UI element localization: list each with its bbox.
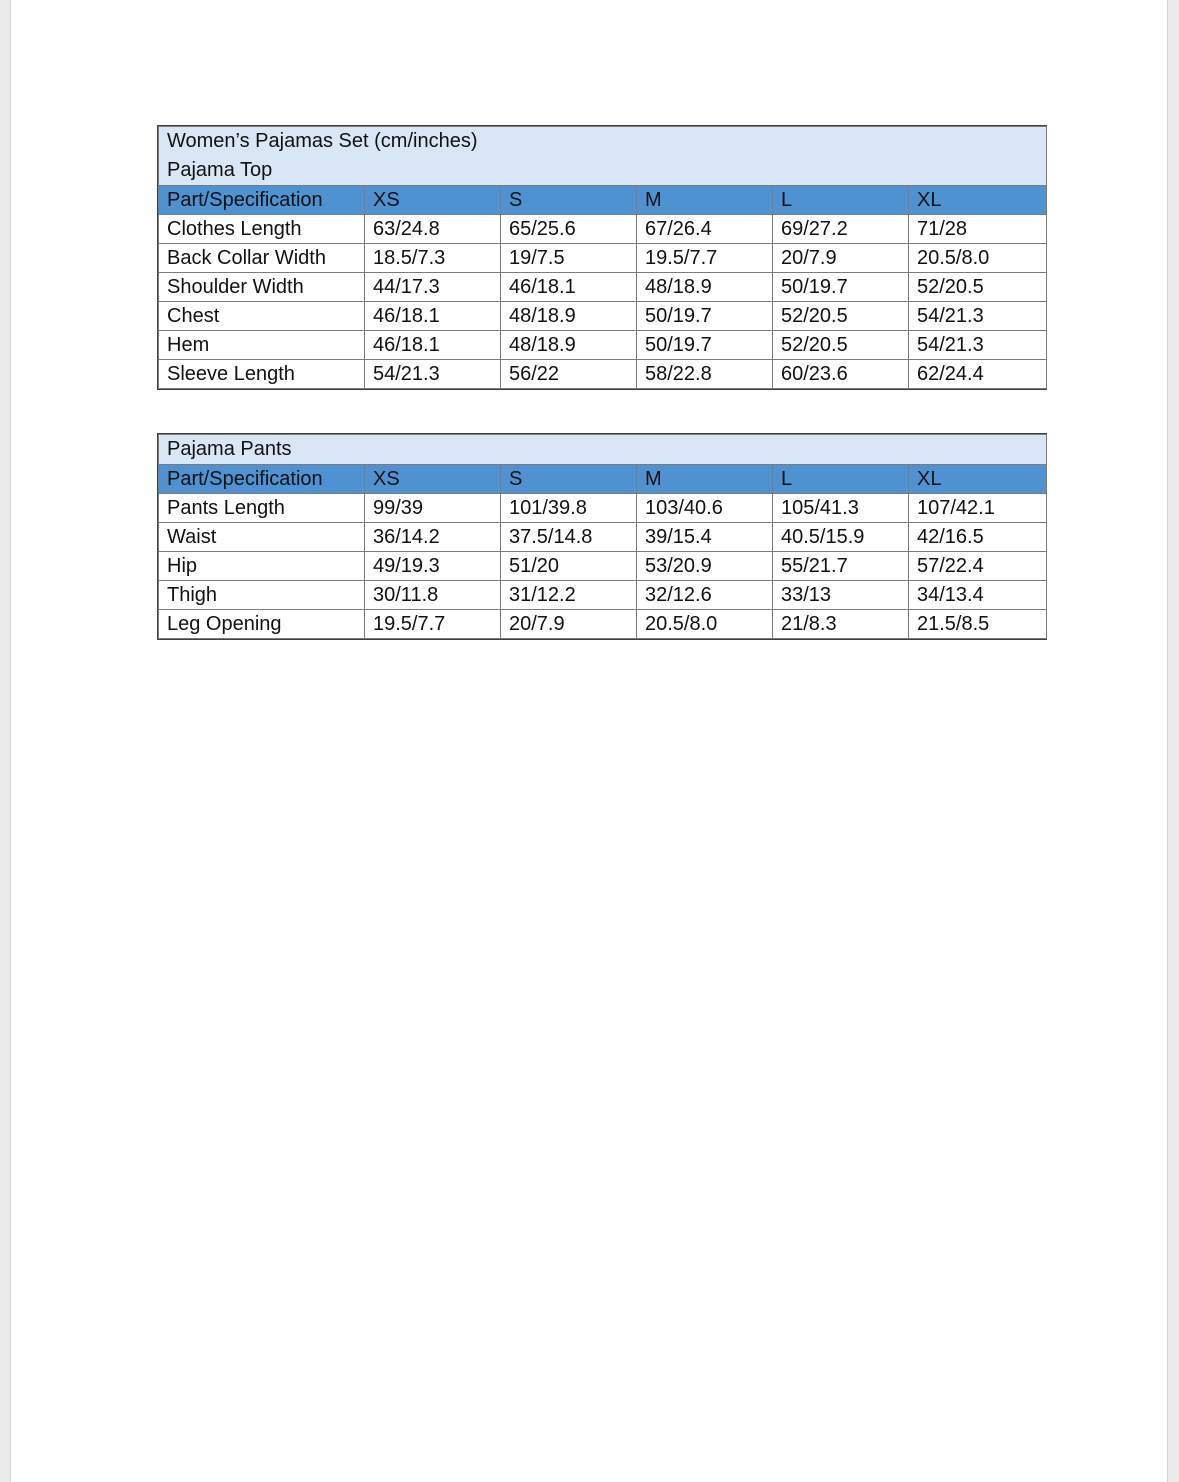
value-cell: 54/21.3	[909, 331, 1047, 360]
table-title-row	[159, 435, 1047, 465]
table-row	[159, 215, 1047, 244]
column-header-xl: XL	[909, 465, 1047, 494]
value-cell: 48/18.9	[637, 273, 773, 302]
table-row	[159, 360, 1047, 389]
value-cell: 20.5/8.0	[909, 244, 1047, 273]
value-cell: 34/13.4	[909, 581, 1047, 610]
column-header-s: S	[501, 465, 637, 494]
spec-cell: Thigh	[159, 581, 365, 610]
value-cell: 54/21.3	[909, 302, 1047, 331]
table-title-row	[159, 127, 1047, 186]
spec-cell: Back Collar Width	[159, 244, 365, 273]
table-row	[159, 610, 1047, 639]
column-header-xl: XL	[909, 186, 1047, 215]
column-header-row	[159, 186, 1047, 215]
spec-cell: Pants Length	[159, 494, 365, 523]
table-title-cell	[159, 127, 1047, 186]
value-cell: 55/21.7	[773, 552, 909, 581]
column-header-xs: XS	[365, 465, 501, 494]
table-row	[159, 494, 1047, 523]
value-cell: 50/19.7	[773, 273, 909, 302]
value-cell: 101/39.8	[501, 494, 637, 523]
spec-cell: Shoulder Width	[159, 273, 365, 302]
value-cell: 99/39	[365, 494, 501, 523]
value-cell: 51/20	[501, 552, 637, 581]
table-row	[159, 273, 1047, 302]
value-cell: 67/26.4	[637, 215, 773, 244]
table-subtitle: Pajama Top	[167, 159, 273, 181]
column-header-s: S	[501, 186, 637, 215]
pajama-top-table-container	[157, 125, 1047, 390]
value-cell: 52/20.5	[773, 302, 909, 331]
value-cell: 48/18.9	[501, 331, 637, 360]
pajama-pants-table-container	[157, 433, 1047, 640]
value-cell: 46/18.1	[365, 302, 501, 331]
value-cell: 65/25.6	[501, 215, 637, 244]
value-cell: 56/22	[501, 360, 637, 389]
column-header-m: M	[637, 186, 773, 215]
value-cell: 50/19.7	[637, 302, 773, 331]
value-cell: 63/24.8	[365, 215, 501, 244]
table-row	[159, 523, 1047, 552]
value-cell: 71/28	[909, 215, 1047, 244]
pajama-pants-table	[158, 434, 1047, 639]
value-cell: 39/15.4	[637, 523, 773, 552]
value-cell: 18.5/7.3	[365, 244, 501, 273]
value-cell: 58/22.8	[637, 360, 773, 389]
column-header-spec: Part/Specification	[159, 465, 365, 494]
value-cell: 31/12.2	[501, 581, 637, 610]
value-cell: 36/14.2	[365, 523, 501, 552]
value-cell: 37.5/14.8	[501, 523, 637, 552]
value-cell: 40.5/15.9	[773, 523, 909, 552]
value-cell: 46/18.1	[365, 331, 501, 360]
table-row	[159, 581, 1047, 610]
value-cell: 19/7.5	[501, 244, 637, 273]
table-row	[159, 244, 1047, 273]
value-cell: 53/20.9	[637, 552, 773, 581]
value-cell: 107/42.1	[909, 494, 1047, 523]
column-header-l: L	[773, 465, 909, 494]
table-title: Women’s Pajamas Set (cm/inches)	[167, 130, 478, 152]
column-header-row	[159, 465, 1047, 494]
value-cell: 52/20.5	[909, 273, 1047, 302]
value-cell: 52/20.5	[773, 331, 909, 360]
value-cell: 20/7.9	[773, 244, 909, 273]
value-cell: 49/19.3	[365, 552, 501, 581]
value-cell: 62/24.4	[909, 360, 1047, 389]
value-cell: 60/23.6	[773, 360, 909, 389]
value-cell: 19.5/7.7	[365, 610, 501, 639]
spec-cell: Hip	[159, 552, 365, 581]
spec-cell: Leg Opening	[159, 610, 365, 639]
value-cell: 103/40.6	[637, 494, 773, 523]
value-cell: 42/16.5	[909, 523, 1047, 552]
spec-cell: Sleeve Length	[159, 360, 365, 389]
table-title: Pajama Pants	[167, 438, 292, 460]
value-cell: 20/7.9	[501, 610, 637, 639]
spec-cell: Clothes Length	[159, 215, 365, 244]
column-header-xs: XS	[365, 186, 501, 215]
value-cell: 48/18.9	[501, 302, 637, 331]
spec-cell: Waist	[159, 523, 365, 552]
document-page	[10, 0, 1168, 1482]
value-cell: 54/21.3	[365, 360, 501, 389]
column-header-m: M	[637, 465, 773, 494]
value-cell: 57/22.4	[909, 552, 1047, 581]
spec-cell: Chest	[159, 302, 365, 331]
value-cell: 19.5/7.7	[637, 244, 773, 273]
table-title-cell	[159, 435, 1047, 465]
value-cell: 69/27.2	[773, 215, 909, 244]
spec-cell: Hem	[159, 331, 365, 360]
column-header-spec: Part/Specification	[159, 186, 365, 215]
column-header-l: L	[773, 186, 909, 215]
pajama-top-table	[158, 126, 1047, 389]
value-cell: 33/13	[773, 581, 909, 610]
value-cell: 21/8.3	[773, 610, 909, 639]
value-cell: 20.5/8.0	[637, 610, 773, 639]
value-cell: 105/41.3	[773, 494, 909, 523]
value-cell: 44/17.3	[365, 273, 501, 302]
value-cell: 46/18.1	[501, 273, 637, 302]
value-cell: 21.5/8.5	[909, 610, 1047, 639]
table-row	[159, 331, 1047, 360]
table-row	[159, 302, 1047, 331]
table-row	[159, 552, 1047, 581]
value-cell: 50/19.7	[637, 331, 773, 360]
value-cell: 32/12.6	[637, 581, 773, 610]
value-cell: 30/11.8	[365, 581, 501, 610]
